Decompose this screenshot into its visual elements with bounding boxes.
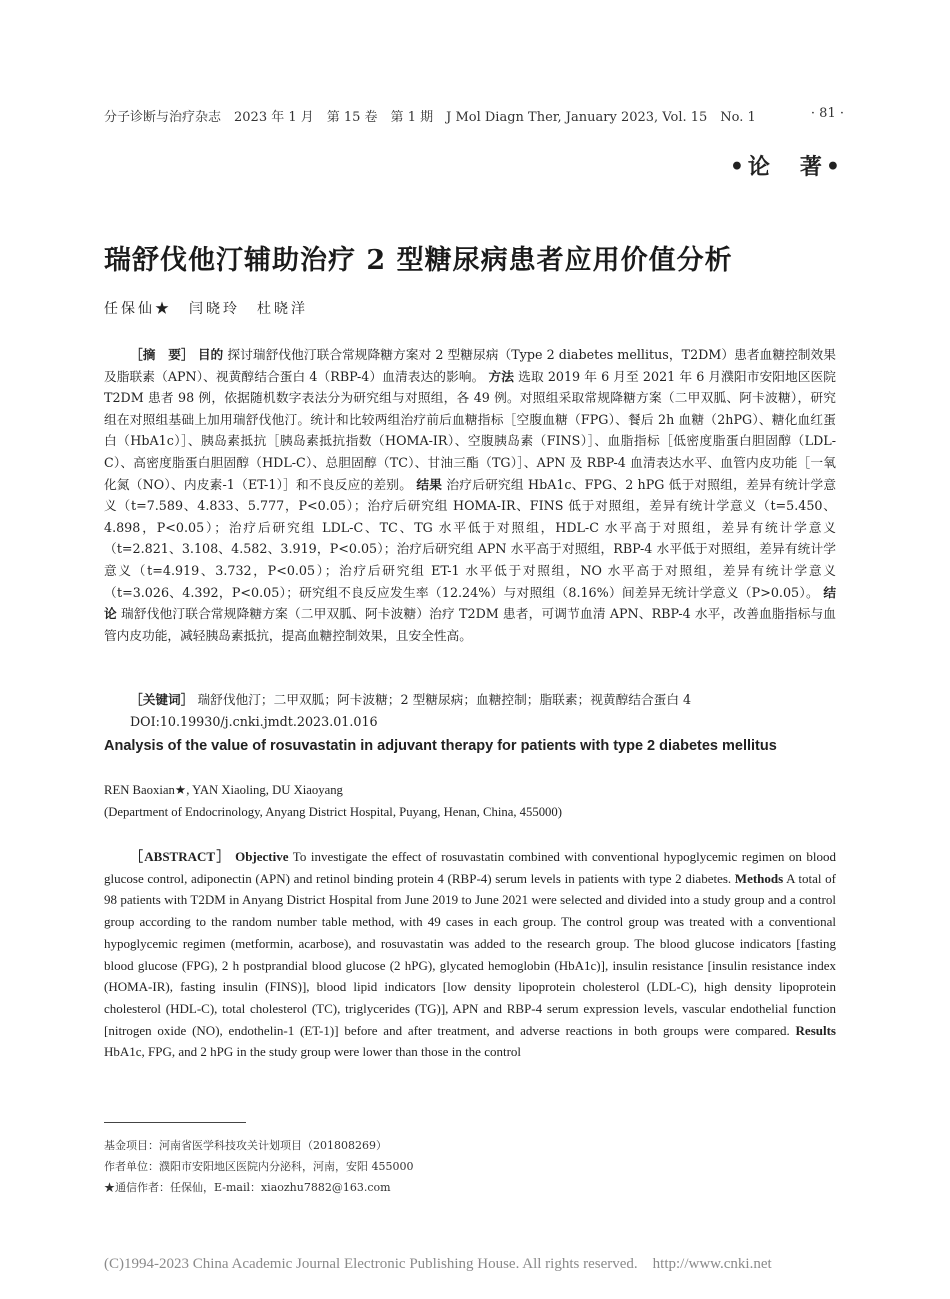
results-label: 结果 (416, 476, 443, 492)
objective-label: 目的 (197, 347, 224, 362)
page-number: · 81 · (810, 106, 844, 121)
affiliation-en: (Department of Endocrinology, Anyang District Hospital, Puyang, Henan, China, 455000) (104, 805, 562, 819)
abstract-cn-label: ［摘 要］ (130, 347, 194, 362)
conclusion-text: 瑞舒伐他汀联合常规降糖方案（二甲双胍、阿卡波糖）治疗 T2DM 患者，可调节血清 APN、RBP-4 水平，改善血脂指标与血管内皮功能，减轻胰岛素抵抗，提高血糖控制效果，且安全性高。 (104, 606, 836, 643)
article-title-en: Analysis of the value of rosuvastatin in adjuvant therapy for patients with type 2 diabetes mellitus (104, 738, 777, 754)
methods-en-label: Methods (734, 870, 784, 886)
abstract-en (104, 846, 836, 1063)
section-label: •论 著• (729, 154, 844, 180)
doi: DOI:10.19930/j.cnki.jmdt.2023.01.016 (130, 714, 378, 729)
keywords-cn (104, 689, 836, 711)
objective-en-label: Objective (235, 849, 289, 864)
footnote-corresponding: ★通信作者：任保仙，E-mail：xiaozhu7882@163.com (104, 1181, 391, 1194)
abstract-en-label: ［ABSTRACT］ (130, 849, 231, 864)
methods-text: 选取 2019 年 6 月至 2021 年 6 月濮阳市安阳地区医院 T2DM 患者 98 例，依据随机数字表法分为研究组与对照组，各 49 例。对照组采取常规降糖方案（二甲双胍、阿卡波糖），研究组在对照组基础上加用瑞舒伐他汀。统计和比较两组治疗前后血糖指标［空腹血糖（FPG）、餐后 2h 血糖（2hPG）、糖化血红蛋白（HbA1c）］、胰岛素抵抗［胰岛素抵抗指数（HOMA-IR）、空腹胰岛素（FINS）］、血脂指标［低密度脂蛋白胆固醇（LDL-C）、高密度脂蛋白胆固醇（HDL-C）、总胆固醇（TC）、甘油三酯（TG）］、APN 及 RBP-4 血清表达水平、血管内皮功能［一氧化氮（NO）、内皮素-1（ET-1）］和不良反应的差别。 (104, 368, 836, 492)
objective-en-text: To investigate the effect of rosuvastatin combined with conventional hypoglycemic regimen on blood glucose control, adiponectin (APN) and retinol binding protein 4 (RBP-4) serum levels in patients with type 2 diabetes. (104, 849, 837, 886)
abstract-cn (104, 344, 836, 646)
keywords-text: 瑞舒伐他汀；二甲双胍；阿卡波糖；2 型糖尿病；血糖控制；脂联素；视黄醇结合蛋白 4 (197, 692, 692, 707)
results-en-label: Results (795, 1022, 836, 1038)
authors-cn: 任保仙★ 闫晓玲 杜晓洋 (104, 301, 308, 317)
footnote-fund: 基金项目：河南省医学科技攻关计划项目（201808269） (104, 1139, 387, 1152)
article-title-cn: 瑞舒伐他汀辅助治疗 2 型糖尿病患者应用价值分析 (104, 245, 733, 276)
footnote-unit: 作者单位：濮阳市安阳地区医院内分泌科，河南，安阳 455000 (104, 1160, 414, 1173)
results-en-text: HbA1c, FPG, and 2 hPG in the study group were lower than those in the control (104, 1044, 522, 1060)
methods-en-text: A total of 98 patients with T2DM in Anyang District Hospital from June 2019 to June 2021 were selected and divided into a study group and a control group according to the random number table method, with 49 cases in each group. The control group was treated with a conventional hypoglycemic regimen (metformin, acarbose), and rosuvastatin was added to the research group. The blood glucose indicators [fasting blood glucose (FPG), 2 h postprandial blood glucose (2 hPG), glycated hemoglobin (HbA1c)], insulin resistance [insulin resistance index (HOMA-IR), fasting insulin (FINS)], blood lipid indicators [low density lipoprotein cholesterol (LDL-C), high density lipoprotein cholesterol (HDL-C), total cholesterol (TC), triglycerides (TG)], APN and RBP-4 serum expression levels, vascular endothelial function [nitrogen oxide (NO), endothelin-1 (ET-1)] before and after treatment, and adverse reactions in both groups were compared. (104, 870, 836, 1038)
journal-info: 分子诊断与治疗杂志 2023 年 1 月 第 15 卷 第 1 期 J Mol Diagn Ther, January 2023, Vol. 15 No. 1 (104, 110, 756, 125)
objective-text: 探讨瑞舒伐他汀联合常规降糖方案对 2 型糖尿病（Type 2 diabetes mellitus，T2DM）患者血糖控制效果及脂联素（APN）、视黄醇结合蛋白 4（RBP-4）血清表达的影响。 (104, 347, 836, 384)
methods-label: 方法 (488, 368, 515, 384)
footnote-divider (104, 1122, 246, 1123)
results-text: 治疗后研究组 HbA1c、FPG、2 hPG 低于对照组，差异有统计学意义（t=7.589、4.833、5.777，P<0.05）；治疗后研究组 HOMA-IR、FINS 低于对照组，差异有统计学意义（t=5.450、4.898，P<0.05）；治疗后研究组 LDL-C、TC、TG 水平低于对照组，HDL-C 水平高于对照组，差异有统计学意义（t=2.821、3.108、4.582、3.919，P<0.05）；治疗后研究组 APN 水平高于对照组，RBP-4 水平低于对照组，差异有统计学意义（t=4.919、3.732，P<0.05）；治疗后研究组 ET-1 水平低于对照组，NO 水平高于对照组，差异有统计学意义（t=3.026、4.392，P<0.05）；研究组不良反应发生率（12.24%）与对照组（8.16%）间差异无统计学意义（P>0.05）。 (104, 476, 837, 600)
running-header (104, 106, 844, 125)
conclusion-label: 结论 (104, 584, 836, 622)
keywords-label: ［关键词］ (130, 692, 194, 707)
authors-en: REN Baoxian★, YAN Xiaoling, DU Xiaoyang (104, 783, 343, 797)
copyright-watermark: (C)1994-2023 China Academic Journal Electronic Publishing House. All rights reserved. http://www.cnki.net (104, 1256, 772, 1272)
